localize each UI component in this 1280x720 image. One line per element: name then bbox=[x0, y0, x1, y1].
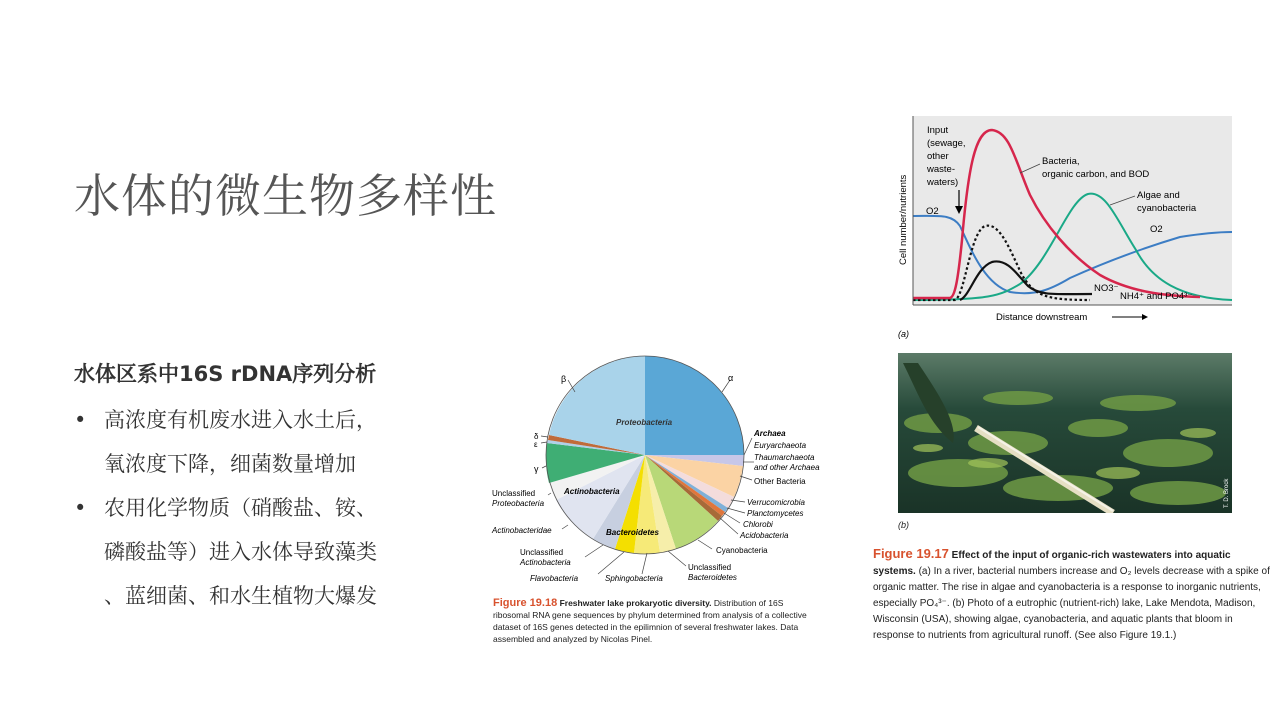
bullet-item bbox=[74, 486, 434, 530]
caption-text: (a) In a river, bacterial numbers increase and O₂ levels decrease with a spike of organic matter. The rise in algae and cyanobacteria is a response to inorganic nutrients, especially PO₄³⁻. (b) Photo of a eutrophic (nutrient-rich) lake, Lake Mendota, Madison, Wisconsin (USA), showing algae, cyanobacteria, and aquatic plants that bloom in response to nutrients from agricultural runoff. (See also Figure 19.1.) bbox=[873, 566, 1270, 641]
label-other-bacteria: Other Bacteria bbox=[754, 477, 806, 486]
label-bacteroidetes: Bacteroidetes bbox=[606, 528, 659, 537]
panel-b-label: (b) bbox=[898, 520, 909, 530]
figure-19-17-caption bbox=[873, 546, 1273, 644]
label-alpha: α bbox=[728, 373, 734, 383]
input-label: Input (sewage, other waste- waters) bbox=[927, 125, 966, 188]
label-flavobacteria: Flavobacteria bbox=[530, 574, 579, 583]
nh4-po4-label: NH4⁺ and PO4³⁻ bbox=[1120, 291, 1193, 302]
o2-left-label: O2 bbox=[926, 206, 939, 217]
label-unclassified: Unclassified bbox=[492, 489, 536, 498]
lake-photo bbox=[898, 353, 1232, 513]
algae-label: Algae and bbox=[1137, 190, 1180, 201]
subheading: 水体区系中16S rDNA序列分析 bbox=[74, 362, 377, 386]
bullet-dot: • bbox=[74, 496, 87, 520]
label-proteobacteria: Proteobacteria bbox=[616, 418, 673, 427]
panel-a-label: (a) bbox=[898, 329, 909, 339]
caption-title: Freshwater lake prokaryotic diversity. bbox=[559, 598, 712, 608]
label-epsilon: ε bbox=[534, 440, 538, 449]
label-cyanobacteria: Cyanobacteria bbox=[716, 546, 768, 555]
label-thaumarchaeota: Thaumarchaeota bbox=[754, 453, 815, 462]
label-other-archaea: and other Archaea bbox=[754, 463, 820, 472]
figure-19-18-caption bbox=[493, 597, 818, 645]
algae-label-2: cyanobacteria bbox=[1137, 203, 1197, 214]
caption-number: Figure 19.18 bbox=[493, 597, 558, 609]
bacteria-label: Bacteria, bbox=[1042, 156, 1080, 167]
bullet-text: 高浓度有机废水进入水土后， bbox=[104, 408, 377, 432]
caption-text: Distribution of 16S ribosomal RNA gene sequences by phylum determined from analysis of a collective dataset of 16S genes detected in the epilimnion of several freshwater lakes. Data assembled and analyzed by Nicolas Pinel. bbox=[493, 598, 807, 644]
label-unclassified-actinobacteria: Actinobacteria bbox=[520, 558, 571, 567]
figure-19-18-pie bbox=[490, 355, 840, 595]
label-sphingobacteria: Sphingobacteria bbox=[605, 574, 663, 583]
bullet-dot: • bbox=[74, 408, 87, 432]
bullet-item bbox=[74, 398, 434, 442]
label-verrucomicrobia: Verrucomicrobia bbox=[747, 498, 805, 507]
x-axis-label: Distance downstream bbox=[996, 312, 1088, 323]
bullet-text: 磷酸盐等）进入水体导致藻类 bbox=[104, 540, 377, 564]
caption-title: Effect of the input of organic-rich wastewaters into aquatic systems. bbox=[873, 550, 1231, 577]
bullet-text: 、蓝细菌、和水生植物大爆发 bbox=[104, 584, 377, 608]
label-delta: δ bbox=[534, 432, 539, 441]
label-unclassified-proteobacteria: Proteobacteria bbox=[492, 499, 545, 508]
label-unclassified: Unclassified bbox=[688, 563, 732, 572]
o2-right-label: O2 bbox=[1150, 224, 1163, 235]
label-acidobacteria: Acidobacteria bbox=[740, 531, 789, 540]
no3-label: NO3⁻ bbox=[1094, 283, 1119, 294]
bullet-text: 农用化学物质（硝酸盐、铵、 bbox=[104, 496, 377, 520]
label-euryarchaeota: Euryarchaeota bbox=[754, 441, 807, 450]
label-beta: β bbox=[561, 374, 567, 384]
label-actinobacteridae: Actinobacteridae bbox=[492, 526, 552, 535]
bullet-list bbox=[74, 398, 434, 618]
figure-19-17-graph bbox=[893, 110, 1238, 342]
label-chlorobi: Chlorobi bbox=[743, 520, 773, 529]
arrow-right-icon bbox=[1142, 314, 1148, 320]
label-gamma: γ bbox=[534, 464, 539, 474]
label-actinobacteria: Actinobacteria bbox=[564, 487, 620, 496]
label-unclassified-bacteroidetes: Bacteroidetes bbox=[688, 573, 737, 582]
y-axis-label: Cell number/nutrients bbox=[898, 174, 909, 265]
label-planctomycetes: Planctomycetes bbox=[747, 509, 804, 518]
label-unclassified: Unclassified bbox=[520, 548, 564, 557]
bacteria-label-2: organic carbon, and BOD bbox=[1042, 169, 1150, 180]
pie-slice-alpha bbox=[645, 356, 744, 455]
label-archaea: Archaea bbox=[754, 429, 786, 438]
photo-credit: T. D. Brock bbox=[1224, 478, 1230, 508]
slide-title: 水体的微生物多样性 bbox=[74, 169, 497, 223]
bullet-text: 氧浓度下降，细菌数量增加 bbox=[104, 452, 356, 476]
caption-number: Figure 19.17 bbox=[873, 546, 949, 561]
